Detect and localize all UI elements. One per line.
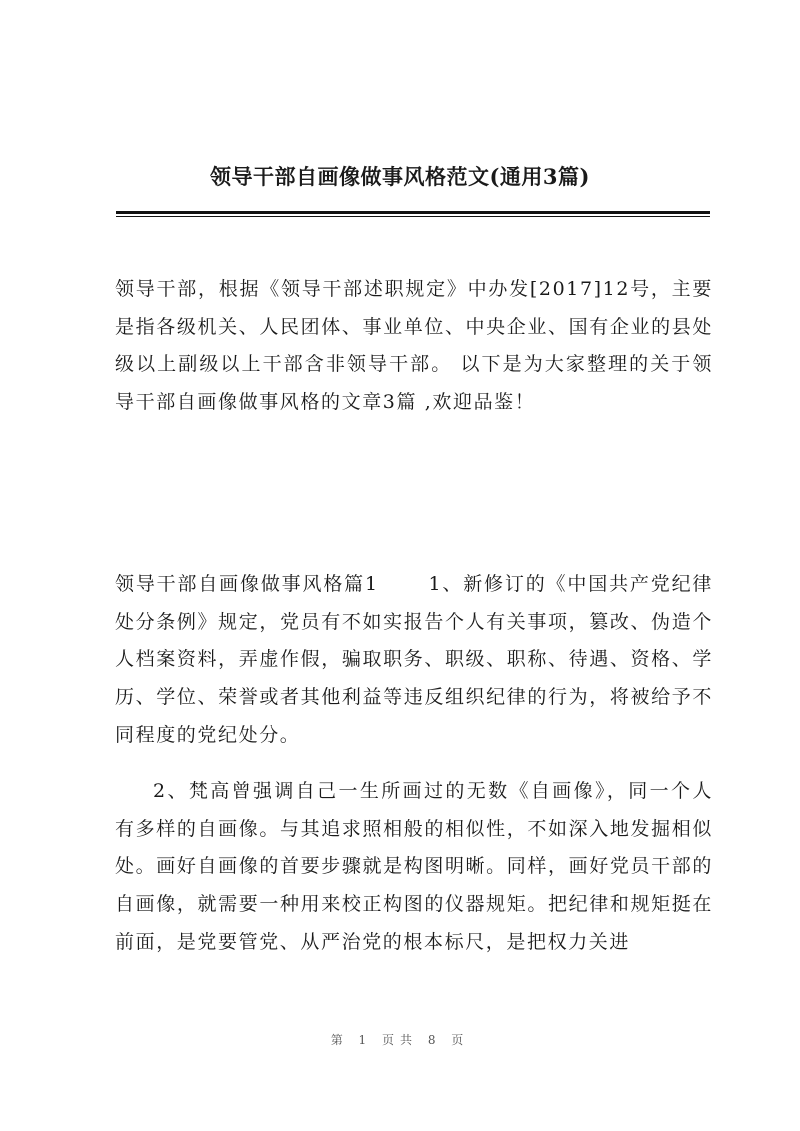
title-divider <box>116 211 710 217</box>
intro-paragraph: 领导干部，根据《领导干部述职规定》中办发[2017]12号，主要是指各级机关、人民团体、事业单位、中央企业、国有企业的县处级以上副级以上干部含非领导干部。 以下是为大家整理的关于领导干部自画像做事风格的文章3篇 ,欢迎品鉴！ <box>115 278 713 414</box>
document-title: 领导干部自画像做事风格范文(通用3篇) <box>210 164 590 189</box>
body-paragraph-1: 领导干部自画像做事风格篇1 1、新修订的《中国共产党纪律处分条例》规定，党员有不如实报告个人有关事项，篡改、伪造个人档案资料，弄虚作假，骗取职务、职级、职称、待遇、资格、学历、学位、荣誉或者其他利益等违反组织纪律的行为，将被给予不同程度的党纪处分。 <box>115 573 713 746</box>
page-footer: 第 1 页共 8 页 <box>330 1033 470 1047</box>
body-paragraph-2: 2、梵高曾强调自己一生所画过的无数《自画像》，同一个人有多样的自画像。与其追求照相般的相似性，不如深入地发掘相似处。画好自画像的首要步骤就是构图明晰。同样，画好党员干部的自画像，就需要一种用来校正构图的仪器规矩。把纪律和规矩挺在前面，是党要管党、从严治党的根本标尺，是把权力关进 <box>115 780 713 953</box>
